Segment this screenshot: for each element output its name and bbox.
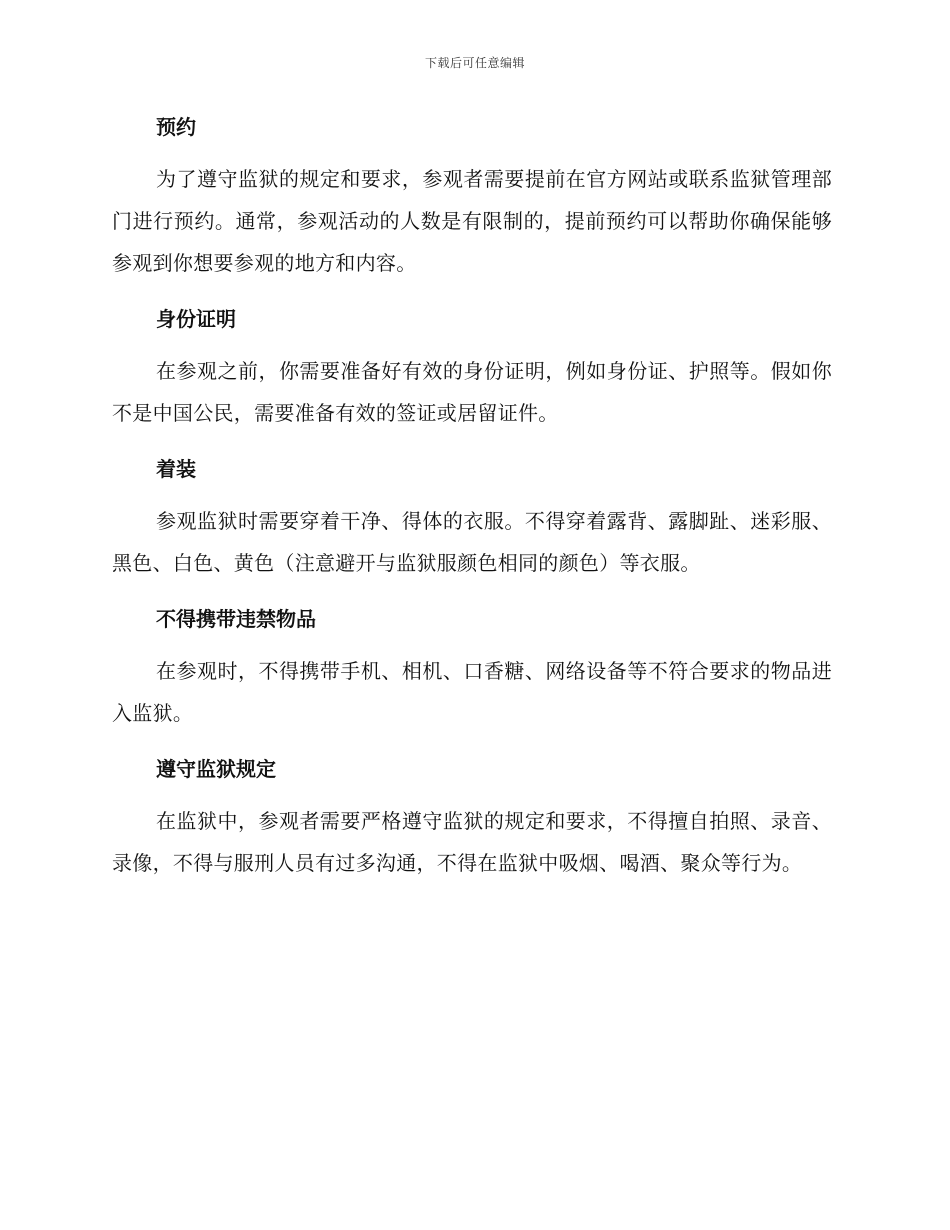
section-body: 在监狱中，参观者需要严格遵守监狱的规定和要求，不得擅自拍照、录音、录像，不得与服刑人员有过多沟通，不得在监狱中吸烟、喝酒、聚众等行为。: [112, 809, 832, 875]
header-note: 下载后可任意编辑: [424, 56, 525, 70]
section-body: 为了遵守监狱的规定和要求，参观者需要提前在官方网站或联系监狱管理部门进行预约。通常，参观活动的人数是有限制的，提前预约可以帮助你确保能够参观到你想要参观的地方和内容。: [112, 167, 832, 275]
section-prohibited-items: [112, 598, 832, 734]
section-identification: [112, 298, 832, 434]
document-content: [112, 106, 832, 898]
section-title: 身份证明: [156, 307, 236, 331]
section-body: 参观监狱时需要穿着干净、得体的衣服。不得穿着露背、露脚趾、迷彩服、黑色、白色、黄色（注意避开与监狱服颜色相同的颜色）等衣服。: [112, 509, 832, 575]
section-title: 不得携带违禁物品: [156, 607, 316, 631]
section-prison-rules: [112, 748, 832, 884]
section-dress-code: [112, 448, 832, 584]
section-title: 预约: [156, 115, 196, 139]
section-body: 在参观之前，你需要准备好有效的身份证明，例如身份证、护照等。假如你不是中国公民，需要准备有效的签证或居留证件。: [112, 359, 832, 425]
section-reservation: [112, 106, 832, 284]
section-title: 着装: [156, 457, 196, 481]
section-body: 在参观时，不得携带手机、相机、口香糖、网络设备等不符合要求的物品进入监狱。: [112, 659, 832, 725]
section-title: 遵守监狱规定: [156, 757, 276, 781]
